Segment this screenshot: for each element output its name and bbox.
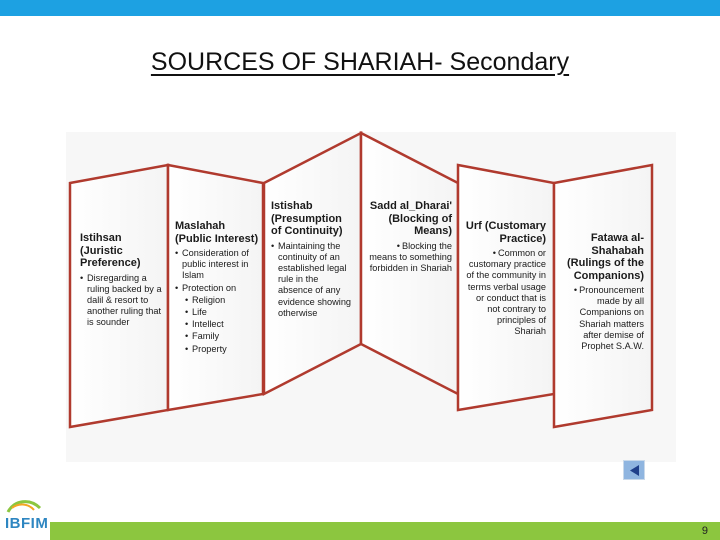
panel-bullet: • Maintaining the continuity of an established legal rule in the absence of any evidence showing otherwise (271, 241, 355, 319)
panel-bullet: • Common or customary practice of the community in terms verbal usage or conduct that is not contrary to principles of Shariah (464, 248, 546, 338)
panel-maslahah (175, 220, 261, 356)
panel-sub-bullet: • Property (185, 344, 261, 355)
panel-heading: Sadd al_Dharai' (Blocking of Means) (369, 200, 452, 237)
panel-istishab (271, 200, 355, 320)
panel-fatawa (560, 232, 644, 353)
back-nav-button[interactable] (623, 460, 645, 480)
panel-bullet: • Protection on (175, 283, 261, 294)
panel-heading: Istihsan (Juristic Preference) (80, 232, 141, 269)
bottom-bar (50, 522, 720, 540)
page-number: 9 (701, 525, 708, 537)
panel-heading: Urf (Customary Practice) (465, 220, 546, 245)
panel-sub-bullet: • Life (185, 307, 261, 318)
panel-heading: Fatawa al-Shahabah (Rulings of the Companions) (567, 232, 644, 282)
panel-sub-bullet: • Intellect (185, 319, 261, 330)
panel-heading: Istishab (Presumption of Continuity) (271, 200, 343, 237)
panel-sub-bullet: • Family (185, 331, 261, 342)
panel-bullet: • Consideration of public interest in Islam (175, 248, 261, 282)
panel-istihsan (80, 232, 162, 330)
panel-bullet: • Disregarding a ruling backed by a dalil & resort to another ruling that is sounder (80, 273, 162, 329)
panel-bullet: • Blocking the means to something forbidden in Shariah (368, 241, 452, 275)
panel-heading: Maslahah (Public Interest) (175, 220, 259, 245)
panel-urf (464, 220, 546, 339)
panel-sadd (368, 200, 452, 275)
logo-text: IBFIM (5, 515, 49, 532)
panel-sub-bullet: • Religion (185, 295, 261, 306)
panel-bullet: • Pronouncement made by all Companions on Shariah matters after demise of Prophet S.A.W. (560, 285, 644, 352)
slide-title: SOURCES OF SHARIAH- Secondary (150, 48, 570, 76)
back-arrow-icon (628, 464, 641, 477)
